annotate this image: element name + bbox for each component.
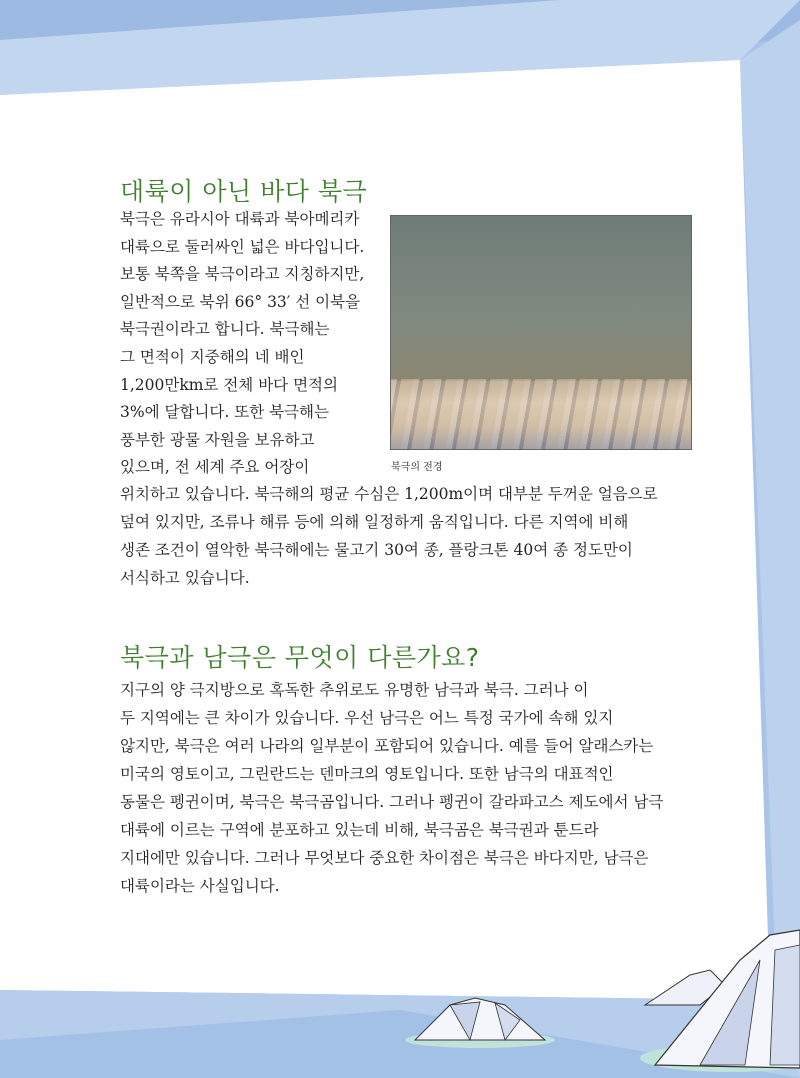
text-line: 대륙에 이르는 구역에 분포하고 있는데 비해, 북극곰은 북극권과 툰드라 xyxy=(120,821,599,839)
text-line: 보통 북쪽을 북극이라고 지칭하지만, xyxy=(120,265,365,284)
section-title-arctic-ocean: 대륙이 아닌 바다 북극 xyxy=(120,177,368,206)
arctic-vs-antarctic-paragraph xyxy=(120,676,663,900)
text-line: 1,200만km로 전체 바다 면적의 xyxy=(120,375,339,394)
text-line: 위치하고 있습니다. 북극해의 평균 수심은 1,200m이며 대부분 두꺼운 얼음으로 xyxy=(120,485,658,503)
arctic-paragraph-wide xyxy=(120,480,658,592)
text-line: 그 면적이 지중해의 네 배인 xyxy=(120,347,305,366)
text-line: 3%에 달합니다. 또한 북극해는 xyxy=(120,403,330,422)
text-line: 북극은 유라시아 대륙과 북아메리카 xyxy=(120,210,360,228)
text-line: 대륙으로 둘러싸인 넓은 바다입니다. xyxy=(120,237,365,256)
text-line: 서식하고 있습니다. xyxy=(120,569,250,587)
text-line: 동물은 펭귄이며, 북극은 북극곰입니다. 그러나 펭귄이 갈라파고스 제도에서 남극 xyxy=(120,793,664,811)
text-line: 지대에만 있습니다. 그러나 무엇보다 중요한 차이점은 북극은 바다지만, 남극은 xyxy=(120,849,649,867)
text-line: 풍부한 광물 자원을 보유하고 xyxy=(120,430,315,449)
photo-caption: 북극의 전경 xyxy=(391,462,443,473)
arctic-paragraph-narrow xyxy=(120,206,364,482)
text-line: 않지만, 북극은 여러 나라의 일부분이 포함되어 있습니다. 예를 들어 알래스카는 xyxy=(120,737,654,755)
text-line: 있으며, 전 세계 주요 어장이 xyxy=(120,458,310,477)
text-line: 덮여 있지만, 조류나 해류 등에 의해 일정하게 움직입니다. 다른 지역에 비해 xyxy=(120,513,629,531)
text-line: 지구의 양 극지방으로 혹독한 추위로도 유명한 남극과 북극. 그러나 이 xyxy=(120,681,589,699)
section-title-arctic-vs-antarctic: 북극과 남극은 무엇이 다른가요? xyxy=(120,643,480,672)
text-line: 북극권이라고 합니다. 북극해는 xyxy=(120,320,330,339)
text-line: 미국의 영토이고, 그린란드는 덴마크의 영토입니다. 또한 남극의 대표적인 xyxy=(120,765,614,783)
text-line: 일반적으로 북위 66° 33′ 선 이북을 xyxy=(120,292,361,311)
arctic-landscape-photo xyxy=(390,215,692,450)
text-line: 생존 조건이 열악한 북극해에는 물고기 30여 종, 플랑크톤 40여 종 정도만이 xyxy=(120,541,633,559)
text-line: 대륙이라는 사실입니다. xyxy=(120,877,280,895)
text-line: 두 지역에는 큰 차이가 있습니다. 우선 남극은 어느 특정 국가에 속해 있지 xyxy=(120,709,614,727)
